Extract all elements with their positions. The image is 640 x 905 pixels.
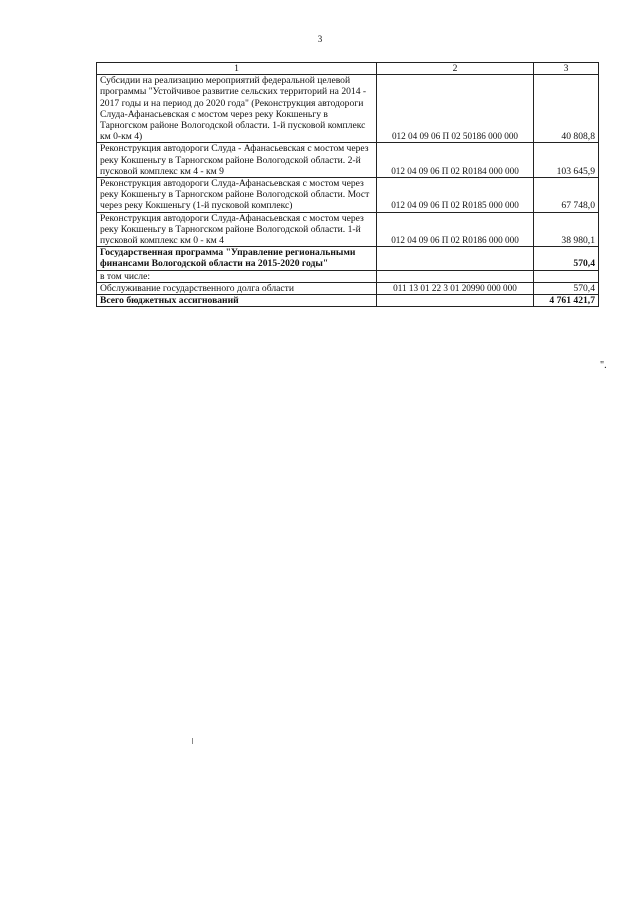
- table-row-program: [97, 247, 599, 270]
- row-amount: 38 980,1: [534, 212, 599, 247]
- row-description: Государственная программа "Управление региональными финансами Вологодской области на 2015-2020 годы": [97, 247, 377, 270]
- row-amount: 570,4: [534, 282, 599, 294]
- total-amount: 4 761 421,7: [534, 295, 599, 307]
- budget-table: [96, 62, 599, 307]
- column-header-2: 2: [377, 63, 534, 75]
- row-description: Реконструкция автодороги Слуда - Афанасьевская с мостом через реку Кокшеньгу в Тарногском районе Вологодской области. 2-й пусковой комплекс км 4 - км 9: [97, 143, 377, 178]
- row-code: [377, 295, 534, 307]
- closing-quote: ".: [600, 360, 607, 371]
- scan-artifact-mark: [192, 738, 193, 744]
- row-code: [377, 247, 534, 270]
- row-description: в том числе:: [97, 270, 377, 282]
- total-label: Всего бюджетных ассигнований: [97, 295, 377, 307]
- row-code: 011 13 01 22 3 01 20990 000 000: [377, 282, 534, 294]
- row-description: Реконструкция автодороги Слуда-Афанасьевская с мостом через реку Кокшеньгу в Тарногском районе Вологодской области. Мост через реку Кокшеньгу (1-й пусковой комплекс): [97, 178, 377, 213]
- row-amount: 570,4: [534, 247, 599, 270]
- row-code: 012 04 09 06 П 02 R0185 000 000: [377, 178, 534, 213]
- row-amount: 40 808,8: [534, 75, 599, 143]
- column-header-3: 3: [534, 63, 599, 75]
- table-row: [97, 75, 599, 143]
- table-row: [97, 270, 599, 282]
- table-row-total: [97, 295, 599, 307]
- table-row: [97, 212, 599, 247]
- row-description: Реконструкция автодороги Слуда-Афанасьевская с мостом через реку Кокшеньгу в Тарногском районе Вологодской области. 1-й пусковой комплекс км 0 - км 4: [97, 212, 377, 247]
- row-code: 012 04 09 06 П 02 50186 000 000: [377, 75, 534, 143]
- row-amount: 67 748,0: [534, 178, 599, 213]
- page-number: 3: [317, 34, 323, 44]
- table-header-row: [97, 63, 599, 75]
- table-row: [97, 282, 599, 294]
- row-description: Субсидии на реализацию мероприятий федеральной целевой программы "Устойчивое развитие сельских территорий на 2014 - 2017 годы и на период до 2020 года" (Реконструкция автодороги Слуда-Афанасьевская с мостом через реку Кокшеньгу в Тарногском районе Вологодской области. 1-й пусковой комплекс км 0-км 4): [97, 75, 377, 143]
- row-code: 012 04 09 06 П 02 R0186 000 000: [377, 212, 534, 247]
- table-row: [97, 178, 599, 213]
- row-amount: [534, 270, 599, 282]
- row-code: [377, 270, 534, 282]
- row-amount: 103 645,9: [534, 143, 599, 178]
- row-description: Обслуживание государственного долга области: [97, 282, 377, 294]
- table-row: [97, 143, 599, 178]
- row-code: 012 04 09 06 П 02 R0184 000 000: [377, 143, 534, 178]
- column-header-1: 1: [97, 63, 377, 75]
